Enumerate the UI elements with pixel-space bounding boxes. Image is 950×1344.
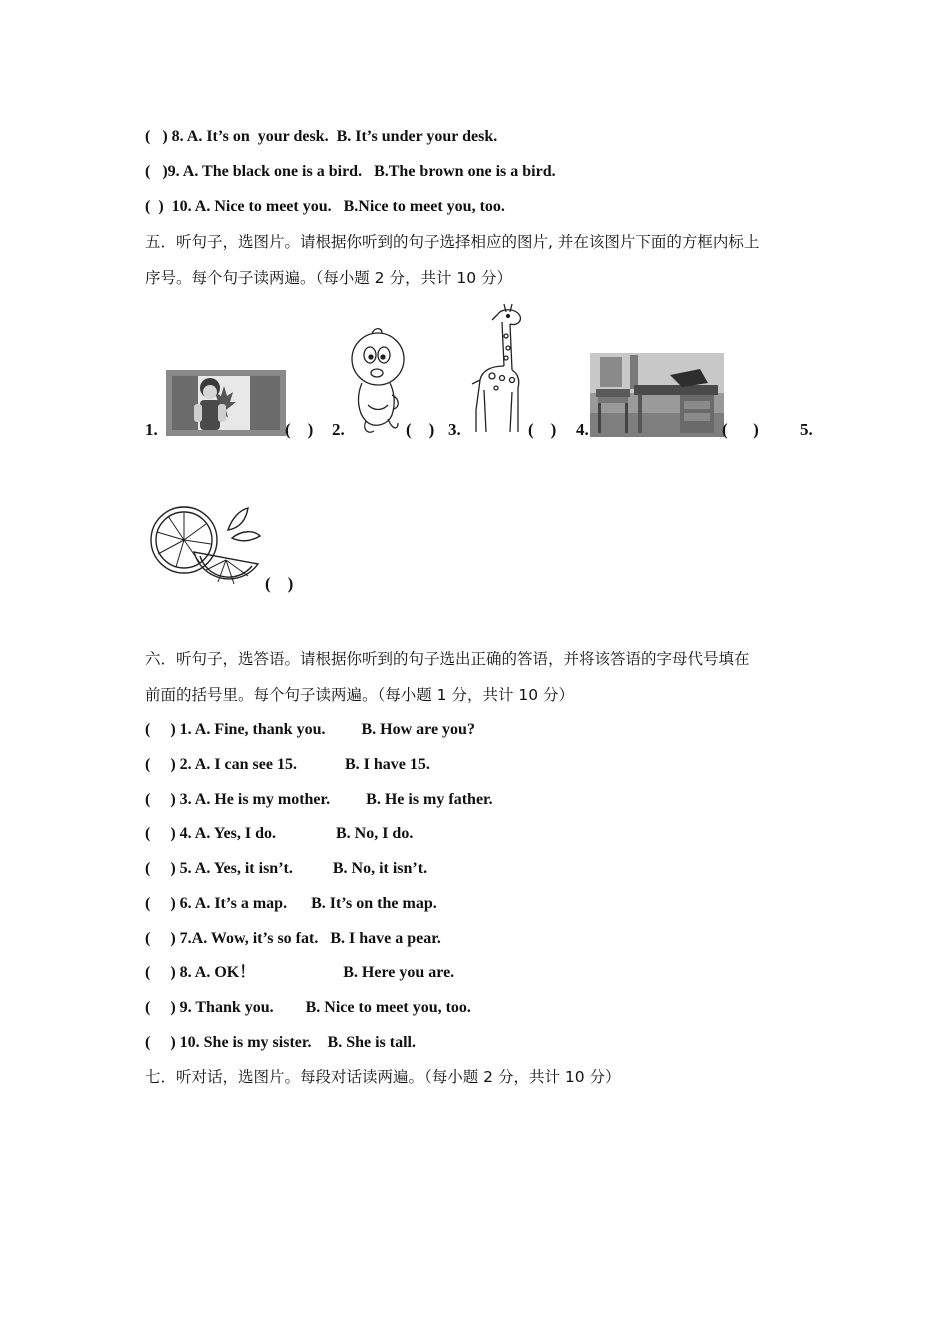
question-line: ( ) 5. A. Yes, it isn’t. B. No, it isn’t. [145, 860, 428, 877]
question-line: ( ) 8. A. It’s on your desk. B. It’s under your desk. [145, 128, 498, 145]
question-line: ( ) 4. A. Yes, I do. B. No, I do. [145, 825, 414, 842]
question-line: ( ) 2. A. I can see 15. B. I have 15. [145, 756, 430, 773]
section-heading: 前面的括号里。每个句子读两遍。（每小题 1 分，共计 10 分） [145, 686, 575, 704]
section-heading: 六．听句子，选答语。请根据你听到的句子选出正确的答语，并将该答语的字母代号填在 [145, 650, 750, 668]
question-line: ( ) 7.A. Wow, it’s so fat. B. I have a pear. [145, 930, 441, 947]
item-number: 2. [332, 420, 345, 439]
section-heading: 七．听对话，选图片。每段对话读两遍。（每小题 2 分，共计 10 分） [145, 1068, 621, 1086]
answer-bracket[interactable]: ( ) [285, 420, 314, 439]
question-line: ( ) 3. A. He is my mother. B. He is my father. [145, 791, 493, 808]
question-line: ( ) 6. A. It’s a map. B. It’s on the map. [145, 895, 437, 912]
section-heading: 序号。每个句子读两遍。（每小题 2 分，共计 10 分） [145, 269, 513, 287]
section-heading: 五．听句子，选图片。请根据你听到的句子选择相应的图片, 并在该图片下面的方框内标上 [145, 233, 760, 251]
answer-bracket[interactable]: ( ) [528, 420, 557, 439]
answer-bracket[interactable]: ( ) [406, 420, 435, 439]
question-line: ( ) 8. A. OK！ B. Here you are. [145, 964, 455, 981]
question-line: ( ) 10. A. Nice to meet you. B.Nice to meet you, too. [145, 198, 505, 215]
desk-chair-picture [590, 353, 724, 437]
question-line: ( ) 1. A. Fine, thank you. B. How are you? [145, 721, 475, 738]
question-line: ( ) 9. Thank you. B. Nice to meet you, too. [145, 999, 471, 1016]
question-line: ( ) 10. She is my sister. B. She is tall. [145, 1034, 416, 1051]
item-number: 1. [145, 420, 158, 439]
item-number: 4. [576, 420, 589, 439]
giraffe-picture [468, 300, 528, 436]
answer-bracket[interactable]: ( ) [722, 420, 759, 439]
girl-flag-picture [166, 370, 286, 436]
item-number: 5. [800, 420, 813, 439]
baby-picture [348, 325, 408, 437]
item-number: 3. [448, 420, 461, 439]
question-line: ( )9. A. The black one is a bird. B.The brown one is a bird. [145, 163, 556, 180]
orange-picture [148, 500, 262, 590]
answer-bracket[interactable]: ( ) [265, 574, 294, 593]
